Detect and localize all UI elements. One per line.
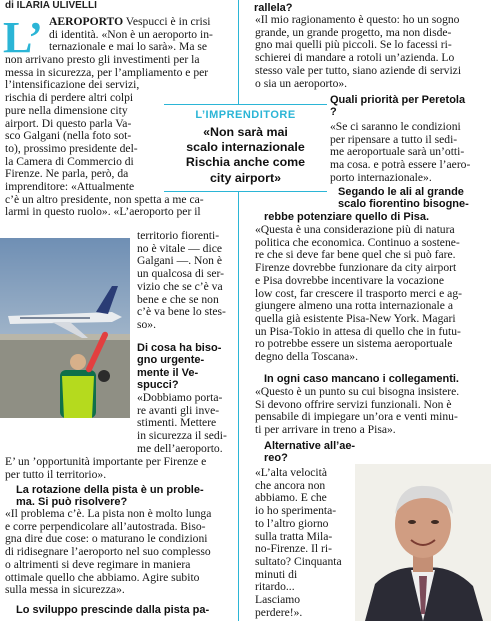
answer-line: giungere almeno una rotta internazionale a [255, 299, 453, 313]
column-divider [238, 0, 239, 621]
question-line: Alternative all’ae- [264, 440, 356, 452]
question-line: Di cosa ha biso- [137, 342, 222, 354]
question-line: spucci? [137, 379, 179, 392]
narrow-line: Galgani —. Non è [137, 254, 223, 268]
answer-line: me dell’aeroporto. [137, 441, 223, 455]
question-line: ma. Si può risolvere? [16, 496, 128, 509]
answer-line: no-Firenze. Il ri- [255, 542, 332, 556]
answer-line: porto internazionale». [330, 170, 432, 184]
answer-line: ro potrebbe essere un sistema aeroportuale [255, 337, 453, 351]
answer-line: Lasciamo [255, 593, 301, 607]
answer-line: degno della Toscana». [255, 350, 358, 364]
answer-line: e Pisa dovrebbe incentivare la vocazione [255, 273, 444, 287]
pull-quote-line: scalo internazionale [186, 140, 305, 155]
portrait-illustration [355, 464, 491, 621]
answer-line: sultato? Cinquanta [255, 554, 342, 568]
narrow-line: territorio fiorenti- [137, 229, 220, 242]
pull-quote-title: L’IMPRENDITORE [195, 109, 296, 121]
question-2 [16, 484, 238, 509]
answer-line: e corre perpendicolare all’autostrada. Biso- [5, 519, 206, 533]
answer-line: per ripensare a tutto il sedi- [330, 132, 458, 146]
answer-1-full [5, 456, 237, 481]
answer-line: perdere!». [255, 605, 303, 619]
question-line: La rotazione della pista è un proble- [16, 484, 204, 496]
answer-line: o altrimenti si deve regimare in maniera [5, 557, 191, 571]
answer-line: re avanti gli inve- [137, 403, 220, 417]
lead-text: Vespucci è in crisi [123, 15, 211, 28]
byline: di ILARIA ULIVELLI [5, 0, 97, 11]
answer-line: per tutto il territorio». [5, 467, 107, 481]
answer-line: «Il mio ragionamento è questo: ho un sogno [255, 13, 460, 26]
airport-photo [0, 238, 130, 418]
answer-line: quella già esistente Pisa-New York. Magari [255, 311, 456, 325]
answer-line: di ridisegnare l’aeroporto nel suo complesso [5, 545, 211, 559]
lead-line: to), prossimo presidente del- [5, 141, 138, 155]
answer-line: grande, un grande progetto, ma non disde- [255, 25, 452, 39]
answer-line: che ancora non [255, 478, 326, 492]
narrow-line: un qualcosa di ser- [137, 267, 225, 281]
answer-line: Si devono offrire servizi funzionali. Non è [255, 397, 452, 411]
pull-quote-text [164, 125, 327, 186]
question-line: gno urgente- [137, 354, 205, 367]
lead-line-3: ternazionale e mai lo sarà». Ma se [49, 40, 208, 54]
question-1 [137, 342, 237, 392]
answer-5 [255, 224, 491, 364]
answer-line: sulla tratta Mila- [255, 529, 333, 543]
answer-line: minuti di [255, 567, 298, 581]
narrow-line: bene e che se non [137, 292, 219, 306]
answer-4 [330, 121, 491, 185]
question-6: In ogni caso mancano i collegamenti. [264, 373, 459, 385]
question-line: scalo fiorentino bisogne- [338, 198, 469, 211]
lead-line: airport. Di questo parla Va- [5, 116, 132, 130]
answer-line: ottimale quello che abbiamo. Agire subito [5, 570, 200, 584]
answer-line: Firenze dovrebbe funzionare da city airport [255, 261, 457, 275]
lead-line: imprenditore: «Attualmente [5, 180, 135, 194]
drop-cap: L’ [3, 13, 43, 62]
answer-line: io ho sperimenta- [255, 504, 337, 518]
question-line: Quali priorità per Peretola [330, 94, 466, 106]
answer-line: gna dire due cose: o maturano le condizioni [5, 532, 208, 546]
lead-line: sco Galgani (nella foto sot- [5, 129, 132, 143]
answer-line: abbiamo. E che [255, 491, 327, 505]
lead-line-1 [49, 16, 238, 29]
answer-line: ma cosa. e potrà essere l’aero- [330, 158, 471, 172]
lead-line: messa in sicurezza, per l’ampliamento e per [5, 65, 209, 79]
answer-line: «Se ci saranno le condizioni [330, 120, 461, 133]
answer-2 [5, 508, 237, 597]
lead-paragraph [49, 16, 238, 54]
answer-line: «Questo è un punto su cui bisogna insistere. [255, 385, 460, 398]
question-4 [330, 94, 491, 119]
answer-3 [255, 14, 491, 90]
answer-line: in sicurezza il sedi- [137, 429, 227, 443]
answer-line: «L’alta velocità [255, 466, 328, 479]
answer-line: me aeroportuale sarà un’otti- [330, 145, 465, 159]
portrait-photo [355, 464, 491, 621]
lead-line: larmi in questo ruolo». «L’aeroporto per il [5, 205, 201, 219]
answer-line: sulla messa in sicurezza». [5, 583, 125, 597]
pull-quote-line: Rischia anche come [185, 155, 306, 170]
answer-line: stesso vale per tutto, siano aziende di servizi [255, 63, 462, 77]
answer-line: ritardo... [255, 580, 295, 594]
answer-line: E’ un ’opportunità importante per Firenze e [5, 455, 207, 468]
answer-1 [137, 392, 237, 456]
answer-line: un Pisa-Tokio in attesa di quello che in futu- [255, 324, 461, 338]
question-line: mente il Ve- [137, 366, 199, 379]
answer-line: schierei di mandare a rotoli un’azienda. Lo [255, 51, 455, 65]
airport-illustration [0, 238, 130, 418]
answer-line: «Il problema c’è. La pista non è molto lunga [5, 507, 212, 520]
narrow-block [137, 230, 237, 332]
lead-line-2: di identità. «Non è un aeroporto in- [49, 27, 213, 41]
answer-line: stimenti. Mettere [137, 416, 217, 430]
lead-line: Firenze. Ne parla, però, da [5, 167, 129, 181]
answer-line: re che si deve far bene quel che si può fare. [255, 248, 456, 262]
answer-line: «Questa è una considerazione più di natura [255, 223, 455, 236]
narrow-line: vizio che se c’è va [137, 279, 223, 293]
question-line: Segando le ali al grande [338, 186, 464, 198]
question-line: reo? [264, 452, 288, 465]
pull-quote-box [164, 104, 327, 192]
pull-quote-line: «Non sarà mai [203, 125, 288, 139]
narrow-line: so». [137, 317, 157, 331]
answer-line: pensabile di impiegare un’ora e venti minu- [255, 410, 458, 424]
question-5 [254, 186, 490, 223]
lead-line: la Camera di Commercio di [5, 154, 134, 168]
narrow-line: c’è va bene lo stes- [137, 305, 226, 319]
answer-line: to l’altro giorno [255, 516, 329, 530]
pull-quote-line: city airport» [210, 170, 281, 185]
lead-line: non arrivano presto gli investimenti per la [5, 53, 200, 66]
answer-line: gno mai quelli più piccoli. Se lo facessi ri- [255, 38, 452, 52]
answer-line: politica che economica. Continuo a sostene- [255, 235, 460, 249]
lead-line: l’intensificazione dei servizi, [5, 78, 140, 92]
question-3-cont: rallela? [254, 2, 293, 14]
question-7 [264, 440, 364, 465]
lead-line: rischia di perdere altri colpi [5, 91, 134, 105]
answer-7 [255, 467, 355, 619]
lead-bold-word: AEROPORTO [49, 15, 124, 28]
answer-line: o sia un aeroporto». [255, 76, 348, 90]
lead-line: pure nella dimensione city [5, 103, 128, 117]
question-3: Lo sviluppo prescinde dalla pista pa- [16, 604, 210, 616]
narrow-line: no è vitale — dice [137, 241, 222, 255]
question-line: rebbe potenziare quello di Pisa. [264, 210, 430, 223]
answer-line: low cost, far crescere il trasporto merci e ag- [255, 286, 462, 300]
answer-line: «Dobbiamo porta- [137, 391, 223, 404]
lead-line: c’è un altro presidente, non spetta a me ca- [5, 192, 204, 206]
question-line: ? [330, 106, 337, 119]
answer-line: ti per arrivare in treno a Pisa». [255, 423, 396, 437]
answer-6 [255, 386, 491, 437]
